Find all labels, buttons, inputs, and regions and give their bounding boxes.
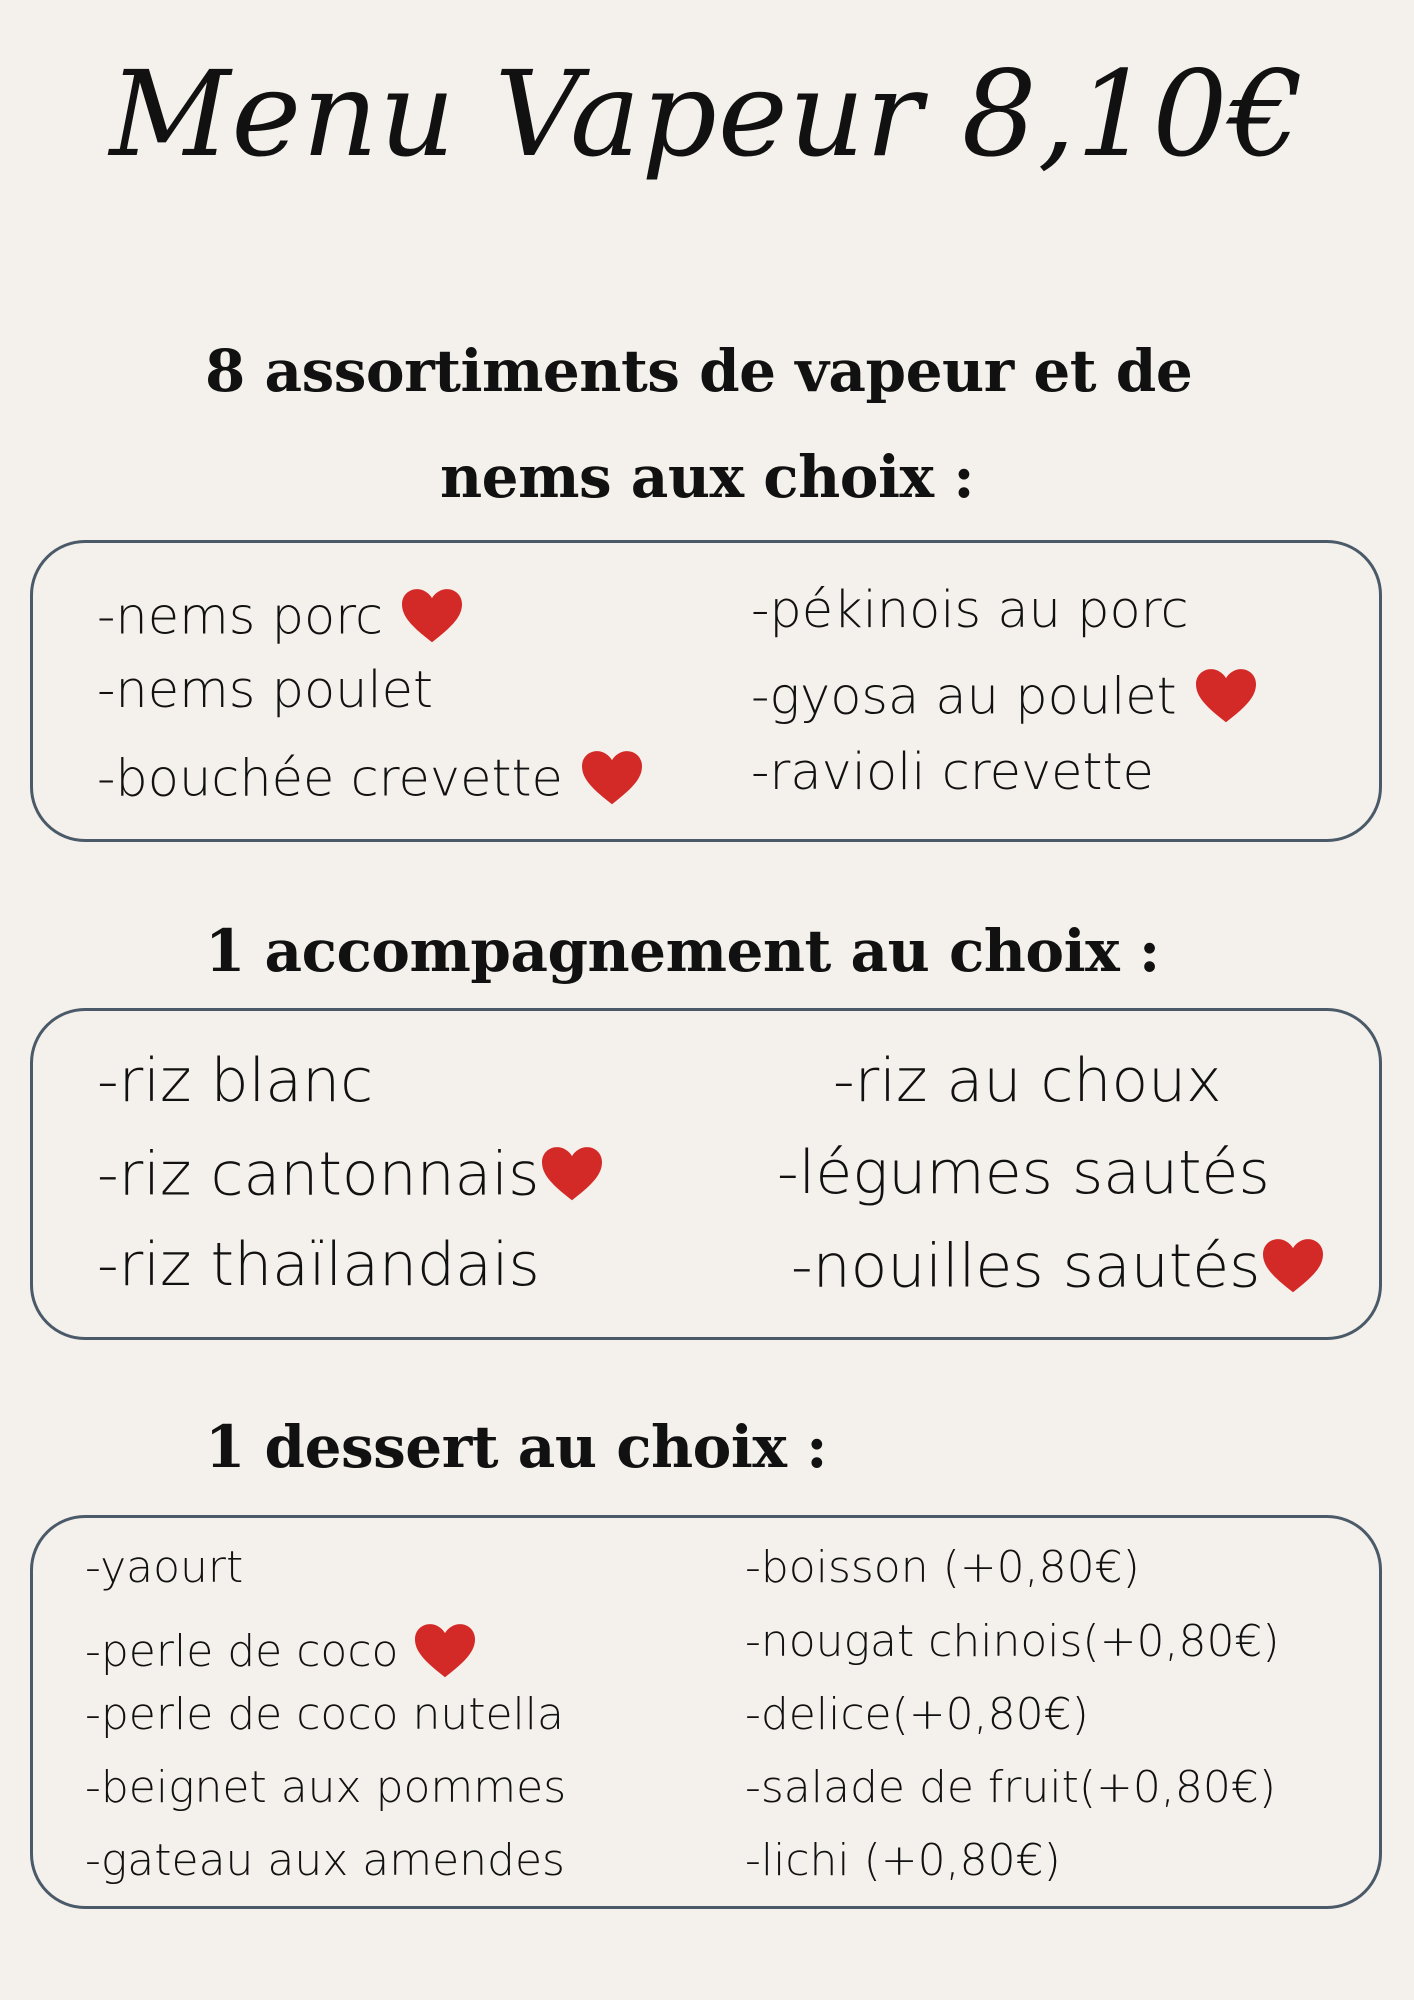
list-item: -lichi (+0,80€)	[745, 1835, 1061, 1886]
heart-icon	[399, 585, 465, 654]
list-item: -perle de coco nutella	[85, 1689, 564, 1740]
section-3-heading: 1 dessert au choix :	[205, 1413, 828, 1481]
list-item: -riz cantonnais	[97, 1143, 605, 1213]
heart-icon	[412, 1620, 478, 1688]
list-item: -delice(+0,80€)	[745, 1689, 1089, 1740]
list-item: -gateau aux amendes	[85, 1835, 565, 1886]
heart-icon	[1260, 1235, 1326, 1305]
heart-icon	[539, 1143, 605, 1213]
list-item: -riz blanc	[97, 1046, 374, 1116]
list-item: -riz thaïlandais	[97, 1230, 540, 1300]
list-item: -yaourt	[85, 1542, 244, 1593]
list-item: -nems porc	[97, 585, 465, 654]
section-2-heading: 1 accompagnement au choix :	[205, 917, 1160, 985]
list-item: -perle de coco	[85, 1620, 478, 1688]
section-1-heading: 8 assortiments de vapeur et de	[205, 337, 1193, 405]
section-3-box	[30, 1515, 1382, 1909]
list-item: -ravioli crevette	[751, 743, 1154, 802]
menu-title: Menu Vapeur 8,10€	[109, 45, 1305, 183]
section-2-box	[30, 1008, 1382, 1340]
heart-icon	[1193, 665, 1259, 734]
section-1-heading-line2: nems aux choix :	[440, 443, 975, 511]
list-item: -salade de fruit(+0,80€)	[745, 1762, 1277, 1813]
list-item: -gyosa au poulet	[751, 665, 1259, 734]
list-item: -nougat chinois(+0,80€)	[745, 1616, 1280, 1667]
list-item: -légumes sautés	[777, 1138, 1270, 1208]
list-item: -beignet aux pommes	[85, 1762, 567, 1813]
section-1-box	[30, 540, 1382, 842]
list-item: -riz au choux	[833, 1046, 1222, 1116]
list-item: -nouilles sautés	[791, 1235, 1326, 1305]
list-item: -boisson (+0,80€)	[745, 1542, 1140, 1593]
list-item: -bouchée crevette	[97, 747, 645, 816]
heart-icon	[579, 747, 645, 816]
list-item: -pékinois au porc	[751, 581, 1189, 640]
list-item: -nems poulet	[97, 661, 434, 720]
